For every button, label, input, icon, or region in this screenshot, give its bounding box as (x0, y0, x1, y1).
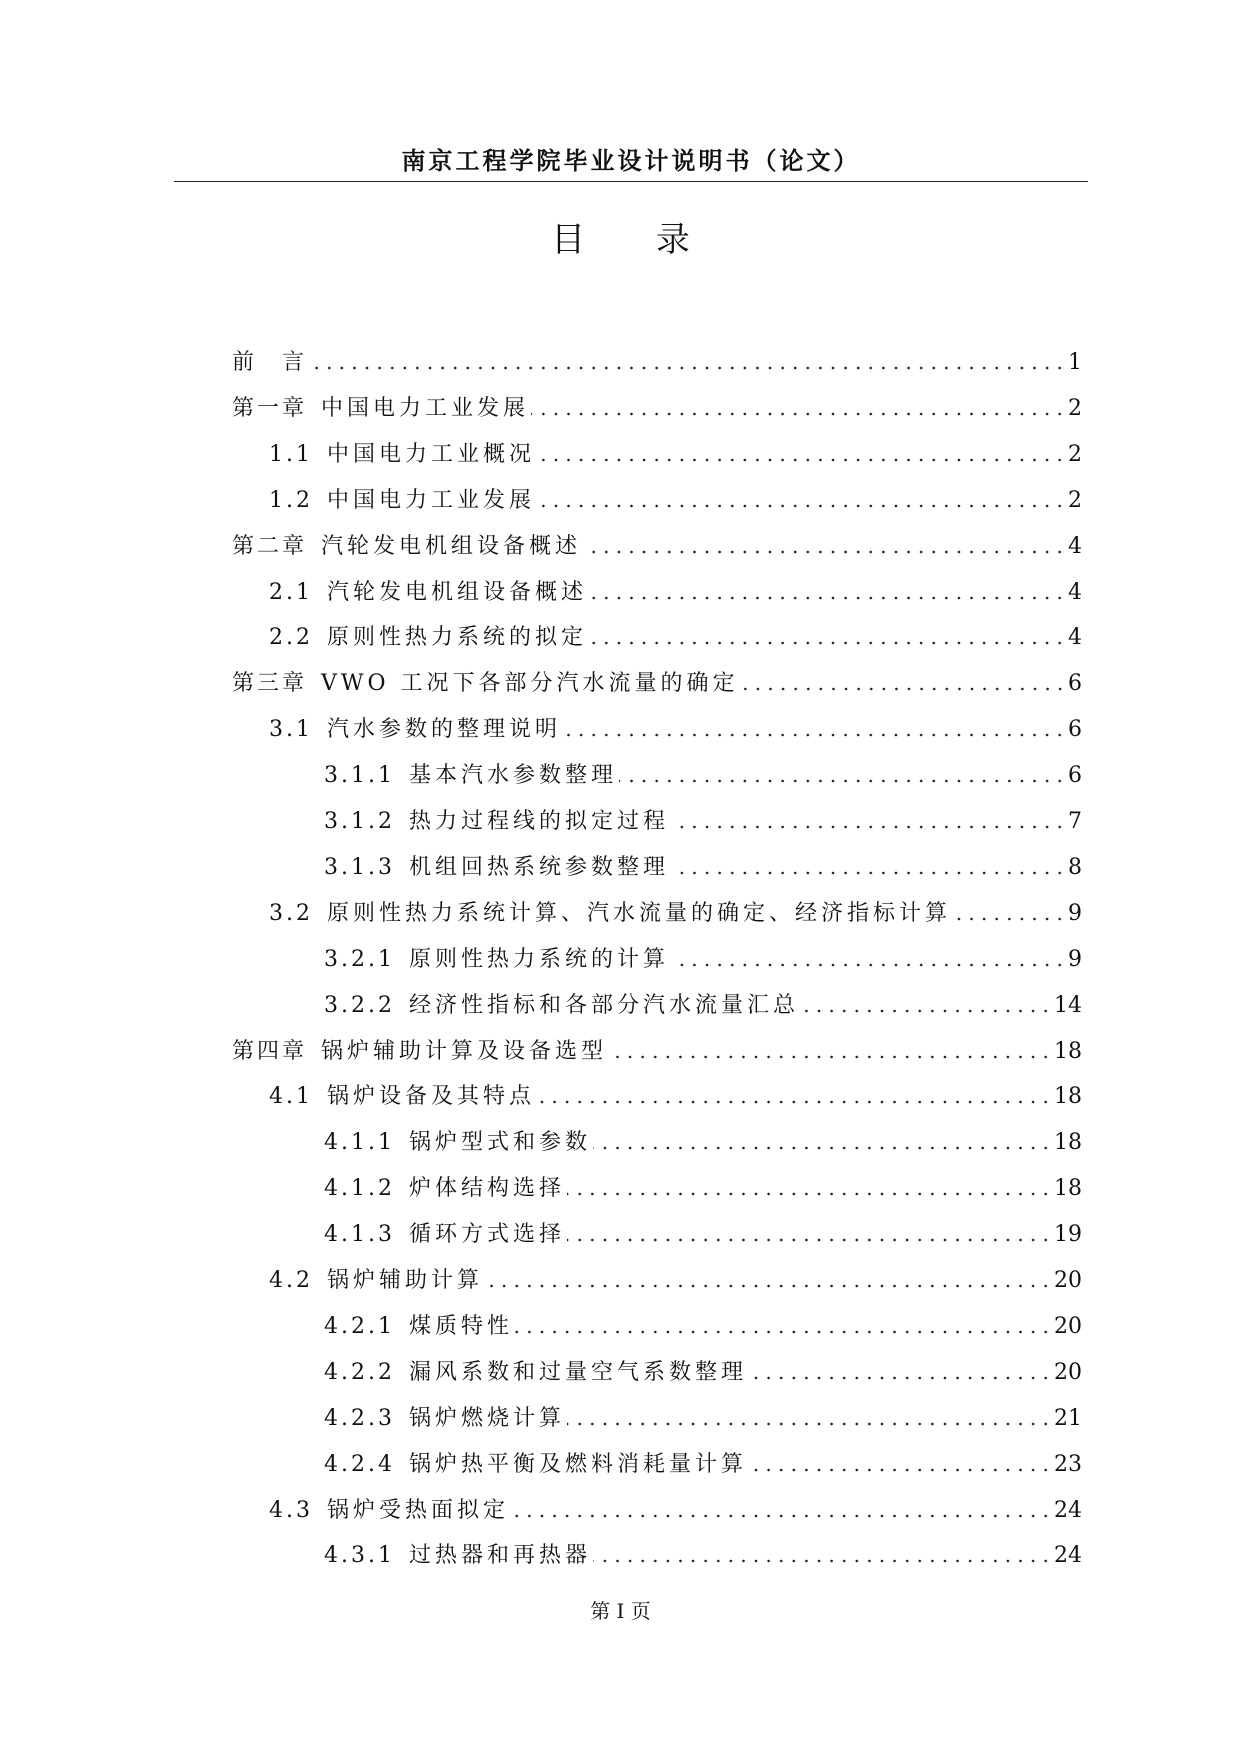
toc-entry[interactable] (269, 1079, 1082, 1111)
toc-entry-number: 4.1 (269, 1084, 313, 1110)
toc-page-number: 2 (1068, 441, 1082, 467)
toc-entry-title: 汽轮发电机组设备概述 (321, 533, 582, 559)
toc-entry-title: 汽轮发电机组设备概述 (327, 579, 588, 605)
toc-entry-number: 4.1.3 (324, 1222, 395, 1248)
toc-dot-leader (801, 1007, 1052, 1015)
toc-entry-number: 4.3.1 (324, 1543, 395, 1569)
toc-entry-number: 4.2.2 (324, 1359, 395, 1385)
toc-entry-title: 煤质特性 (408, 1313, 513, 1339)
toc-dot-leader (567, 1190, 1052, 1198)
toc-entry-number: 2.1 (269, 579, 313, 605)
toc-dot-leader (671, 823, 1066, 831)
toc-entry-number: 第四章 (232, 1038, 308, 1064)
toc-entry-title: 原则性热力系统计算、汽水流量的确定、经济指标计算 (327, 900, 952, 926)
toc-entry-number: 4.1.2 (324, 1176, 395, 1202)
toc-dot-leader (741, 685, 1066, 693)
toc-entry-title: 热力过程线的拟定过程 (408, 809, 669, 834)
toc-page-number: 18 (1054, 1084, 1082, 1110)
toc-entry[interactable] (269, 1263, 1082, 1295)
toc-entry[interactable] (232, 529, 1082, 561)
toc-dot-leader (531, 410, 1066, 418)
toc-page-number: 20 (1054, 1268, 1082, 1293)
toc-entry[interactable] (324, 1447, 1082, 1479)
toc-page-number: 18 (1054, 1130, 1082, 1156)
toc-entry-number: 3.1.2 (324, 809, 395, 834)
toc-entry-number: 4.2 (269, 1268, 313, 1293)
toc-entry-number: 第一章 (232, 395, 308, 421)
header-rule (174, 181, 1088, 182)
toc-dot-leader (537, 1098, 1052, 1106)
toc-dot-leader (563, 731, 1066, 739)
toc-entry[interactable] (324, 758, 1082, 790)
toc-page-number: 4 (1068, 579, 1082, 605)
toc-entry-number: 4.2.3 (324, 1405, 395, 1431)
toc-page-number: 1 (1068, 350, 1082, 375)
toc-page-number: 23 (1054, 1451, 1082, 1477)
toc-dot-leader (593, 1557, 1052, 1565)
toc-dot-leader (511, 1512, 1052, 1520)
running-header: 南京工程学院毕业设计说明书（论文） (401, 146, 861, 175)
toc-entry-title: 锅炉受热面拟定 (327, 1497, 510, 1523)
toc-entry[interactable] (232, 666, 1082, 698)
toc-page-number: 7 (1068, 809, 1082, 834)
toc-entry[interactable] (324, 1217, 1082, 1249)
toc-dot-leader (749, 1374, 1052, 1382)
toc-page-number: 9 (1068, 946, 1082, 972)
toc-dot-leader (537, 456, 1066, 464)
toc-page-number: 24 (1054, 1497, 1082, 1523)
toc-entry[interactable] (324, 942, 1082, 974)
toc-entry-number: 3.2.1 (324, 946, 395, 972)
toc-entry[interactable] (269, 896, 1082, 928)
toc-entry-number: 1.1 (269, 441, 313, 467)
toc-entry-title: 漏风系数和过量空气系数整理 (408, 1359, 747, 1385)
toc-entry[interactable] (269, 620, 1082, 652)
toc-entry[interactable] (324, 1401, 1082, 1433)
toc-entry-number: 4.3 (269, 1497, 313, 1523)
toc-dot-leader (515, 1328, 1052, 1336)
toc-entry-title: 中国电力工业概况 (327, 441, 536, 467)
toc-entry[interactable] (269, 712, 1082, 744)
toc-dot-leader (619, 777, 1066, 785)
toc-entry[interactable] (324, 1309, 1082, 1341)
toc-entry[interactable] (232, 391, 1082, 423)
toc-entry-number: 4.2.1 (324, 1313, 395, 1339)
toc-entry-title: 汽水参数的整理说明 (327, 717, 562, 743)
toc-dot-leader (749, 1466, 1052, 1474)
toc-entry[interactable] (324, 1538, 1082, 1570)
toc-page-number: 24 (1054, 1543, 1082, 1569)
toc-page-number: 6 (1068, 671, 1082, 697)
toc-entry-number: 4.2.4 (324, 1451, 395, 1477)
toc-entry-number: 4.1.1 (324, 1130, 395, 1156)
toc-entry-title: 机组回热系统参数整理 (408, 854, 669, 880)
toc-page-number: 9 (1068, 900, 1082, 926)
toc-page-number: 6 (1068, 763, 1082, 789)
toc-page-number: 20 (1054, 1313, 1082, 1339)
toc-page-number: 20 (1054, 1359, 1082, 1385)
toc-dot-leader (953, 915, 1066, 923)
toc-page-number: 2 (1068, 487, 1082, 513)
page-title: 目 录 (551, 220, 720, 260)
toc-page-number: 2 (1068, 395, 1082, 421)
toc-entry-title: 锅炉辅助计算及设备选型 (321, 1038, 608, 1064)
toc-entry-title: 过热器和再热器 (408, 1543, 591, 1569)
toc-entry[interactable] (269, 437, 1082, 469)
toc-entry-title: VWO 工况下各部分汽水流量的确定 (321, 671, 739, 697)
toc-entry-title: 锅炉设备及其特点 (327, 1084, 536, 1110)
toc-entry-title: 炉体结构选择 (408, 1176, 565, 1202)
toc-dot-leader (589, 639, 1066, 647)
toc-dot-leader (609, 1053, 1052, 1061)
toc-entry-title: 经济性指标和各部分汽水流量汇总 (408, 992, 799, 1018)
toc-entry[interactable] (324, 804, 1082, 836)
toc-page-number: 4 (1068, 625, 1082, 651)
toc-entry-number: 第二章 (232, 533, 308, 559)
toc-entry-number: 3.2 (269, 900, 313, 926)
toc-entry-title: 锅炉型式和参数 (408, 1130, 591, 1156)
toc-entry[interactable] (324, 1355, 1082, 1387)
toc-entry[interactable] (324, 850, 1082, 882)
toc-page-number: 18 (1054, 1038, 1082, 1064)
toc-entry[interactable] (324, 1171, 1082, 1203)
toc-page-number: 21 (1054, 1405, 1082, 1431)
toc-page-number: 6 (1068, 717, 1082, 743)
toc-entry[interactable] (232, 345, 1082, 377)
toc-page-number: 4 (1068, 533, 1082, 559)
toc-entry-number: 2.2 (269, 625, 313, 651)
toc-dot-leader (567, 1236, 1052, 1244)
toc-entry-title: 原则性热力系统的计算 (408, 946, 669, 972)
toc-entry-number: 3.1.3 (324, 854, 395, 880)
toc-entry-title: 锅炉辅助计算 (327, 1268, 484, 1293)
toc-entry-number: 3.2.2 (324, 992, 395, 1018)
toc-entry-title: 中国电力工业发展 (327, 487, 536, 513)
toc-entry-title: 循环方式选择 (408, 1222, 565, 1248)
toc-page-number: 8 (1068, 854, 1082, 880)
toc-entry[interactable] (269, 483, 1082, 515)
toc-entry-number: 第三章 (232, 671, 308, 697)
toc-dot-leader (537, 502, 1066, 510)
toc-entry-title: 原则性热力系统的拟定 (327, 625, 588, 651)
toc-dot-leader (671, 961, 1066, 969)
toc-entry[interactable] (269, 1493, 1082, 1525)
toc-entry-number: 前 言 (232, 350, 308, 375)
page-number-footer: 第 I 页 (590, 1599, 651, 1623)
toc-entry-number: 3.1.1 (324, 763, 395, 789)
toc-entry-number: 3.1 (269, 717, 313, 743)
toc-page-number: 18 (1054, 1176, 1082, 1202)
toc-entry-title: 锅炉燃烧计算 (408, 1405, 565, 1431)
toc-dot-leader (583, 548, 1066, 556)
toc-entry-number: 1.2 (269, 487, 313, 513)
toc-entry[interactable] (269, 575, 1082, 607)
toc-dot-leader (671, 869, 1066, 877)
toc-entry-title: 中国电力工业发展 (321, 395, 530, 421)
toc-dot-leader (567, 1420, 1052, 1428)
toc-entry[interactable] (324, 1125, 1082, 1157)
toc-page-number: 19 (1054, 1222, 1082, 1248)
toc-dot-leader (589, 594, 1066, 602)
toc-dot-leader (485, 1282, 1052, 1290)
toc-entry[interactable] (324, 988, 1082, 1020)
toc-entry-title: 基本汽水参数整理 (408, 763, 617, 789)
toc-page-number: 14 (1054, 992, 1082, 1018)
toc-dot-leader (309, 364, 1066, 372)
toc-entry[interactable] (232, 1034, 1082, 1066)
toc-dot-leader (593, 1144, 1052, 1152)
toc-entry-title: 锅炉热平衡及燃料消耗量计算 (408, 1451, 747, 1477)
